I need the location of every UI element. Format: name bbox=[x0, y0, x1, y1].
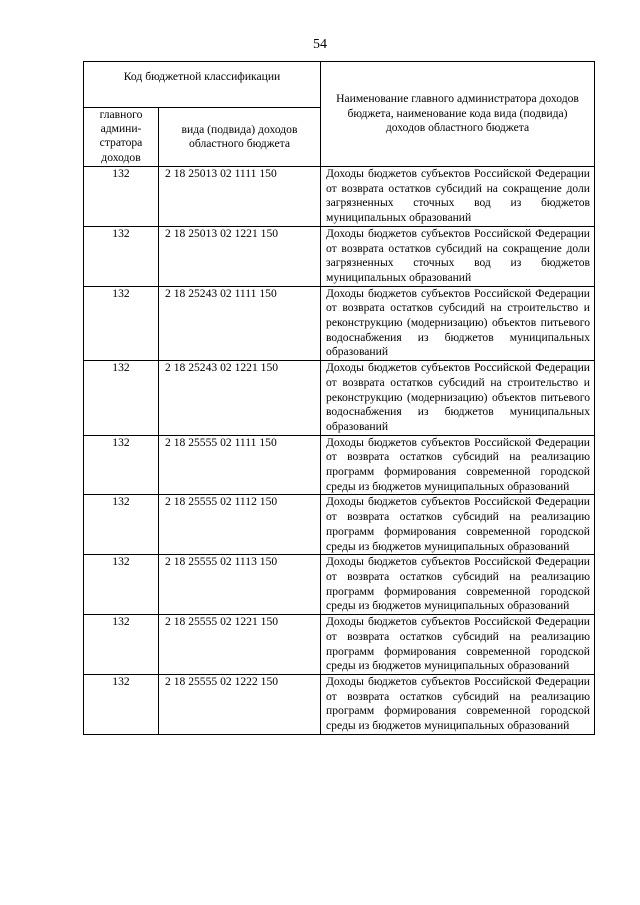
table-row bbox=[84, 674, 595, 734]
admin-code-cell: 132 bbox=[84, 495, 159, 555]
header-name: Наименование главного администратора доходов бюджета, наименование кода вида (подвида) доходов областного бюджета bbox=[321, 62, 595, 167]
income-code-cell: 2 18 25555 02 1221 150 bbox=[159, 615, 321, 675]
admin-code-cell: 132 bbox=[84, 167, 159, 227]
income-name-cell: Доходы бюджетов субъектов Российской Федерации от возврата остатков субсидий на строительство и реконструкцию (модернизацию) объектов питьевого водоснабжения из бюджетов муниципальных образований bbox=[321, 361, 595, 436]
income-code-cell: 2 18 25013 02 1111 150 bbox=[159, 167, 321, 227]
admin-code-cell: 132 bbox=[84, 555, 159, 615]
admin-code-cell: 132 bbox=[84, 361, 159, 436]
income-code-cell: 2 18 25013 02 1221 150 bbox=[159, 226, 321, 286]
income-code-cell: 2 18 25243 02 1111 150 bbox=[159, 286, 321, 361]
income-name-cell: Доходы бюджетов субъектов Российской Федерации от возврата остатков субсидий на сокращение доли загрязненных сточных вод из бюджетов муниципальных образований bbox=[321, 167, 595, 227]
admin-code-cell: 132 bbox=[84, 435, 159, 495]
income-name-cell: Доходы бюджетов субъектов Российской Федерации от возврата остатков субсидий на реализацию программ формирования современной городской среды из бюджетов муниципальных образований bbox=[321, 495, 595, 555]
table-row bbox=[84, 435, 595, 495]
income-name-cell: Доходы бюджетов субъектов Российской Федерации от возврата остатков субсидий на реализацию программ формирования современной городской среды из бюджетов муниципальных образований bbox=[321, 674, 595, 734]
income-name-cell: Доходы бюджетов субъектов Российской Федерации от возврата остатков субсидий на реализацию программ формирования современной городской среды из бюджетов муниципальных образований bbox=[321, 555, 595, 615]
income-code-cell: 2 18 25555 02 1111 150 bbox=[159, 435, 321, 495]
header-main-administrator: главного админи-стратора доходов bbox=[84, 108, 159, 167]
header-budget-classification-code bbox=[84, 62, 321, 108]
admin-code-cell: 132 bbox=[84, 615, 159, 675]
income-code-cell: 2 18 25555 02 1113 150 bbox=[159, 555, 321, 615]
table-row bbox=[84, 615, 595, 675]
admin-code-cell: 132 bbox=[84, 226, 159, 286]
income-name-cell: Доходы бюджетов субъектов Российской Федерации от возврата остатков субсидий на строительство и реконструкцию (модернизацию) объектов питьевого водоснабжения из бюджетов муниципальных образований bbox=[321, 286, 595, 361]
admin-code-cell: 132 bbox=[84, 674, 159, 734]
income-code-cell: 2 18 25243 02 1221 150 bbox=[159, 361, 321, 436]
table-row bbox=[84, 226, 595, 286]
table-row bbox=[84, 495, 595, 555]
table-row bbox=[84, 361, 595, 436]
income-code-cell: 2 18 25555 02 1112 150 bbox=[159, 495, 321, 555]
table-row bbox=[84, 555, 595, 615]
page-number: 54 bbox=[313, 37, 327, 52]
income-code-cell: 2 18 25555 02 1222 150 bbox=[159, 674, 321, 734]
income-name-cell: Доходы бюджетов субъектов Российской Федерации от возврата остатков субсидий на реализацию программ формирования современной городской среды из бюджетов муниципальных образований bbox=[321, 615, 595, 675]
income-name-cell: Доходы бюджетов субъектов Российской Федерации от возврата остатков субсидий на реализацию программ формирования современной городской среды из бюджетов муниципальных образований bbox=[321, 435, 595, 495]
table-row bbox=[84, 286, 595, 361]
budget-classification-table bbox=[83, 61, 595, 735]
header-budget-classification-code-label: Код бюджетной классификации bbox=[123, 70, 281, 84]
income-name-cell: Доходы бюджетов субъектов Российской Федерации от возврата остатков субсидий на сокращение доли загрязненных сточных вод из бюджетов муниципальных образований bbox=[321, 226, 595, 286]
table-row bbox=[84, 167, 595, 227]
admin-code-cell: 132 bbox=[84, 286, 159, 361]
header-income-kind: вида (подвида) доходов областного бюджета bbox=[159, 108, 321, 167]
